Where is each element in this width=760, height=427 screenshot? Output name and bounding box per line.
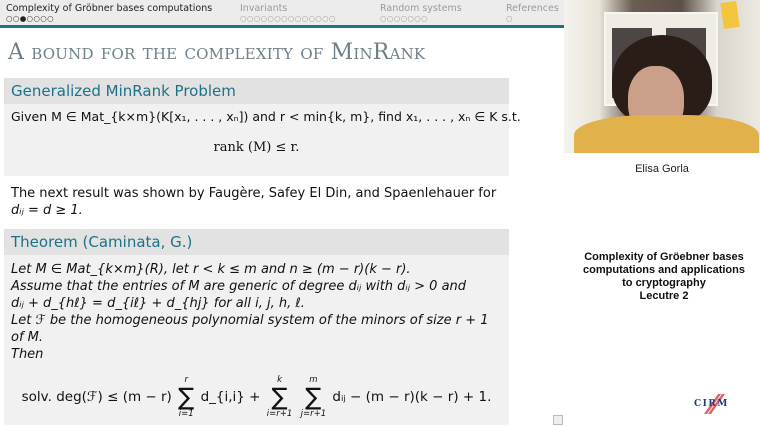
nav-section-dots[interactable]: ○	[506, 14, 513, 23]
theorem-line: Assume that the entries of M are generic of degree dᵢⱼ with dᵢⱼ > 0 and	[11, 279, 467, 294]
nav-section-dots[interactable]: ○○○○○○○	[380, 14, 428, 23]
sum-upper-limit: k	[277, 375, 283, 385]
rank-condition: rank (M) ≤ r.	[213, 140, 300, 155]
formula-term: dᵢⱼ − (m − r)(k − r) + 1.	[332, 389, 492, 405]
slide-title: A bound for the complexity of MinRank	[8, 40, 426, 65]
sum-lower-limit: i=r+1	[266, 409, 293, 419]
nav-section-references[interactable]	[506, 3, 559, 23]
section-navbar	[0, 0, 564, 25]
paragraph-line: The next result was shown by Faugère, Safey El Din, and Spaenlehauer for	[11, 186, 497, 201]
logo-text: CIRM	[694, 399, 729, 409]
presenter-name: Elisa Gorla	[635, 163, 689, 175]
theorem-line: Let ℱ be the homogeneous polynomial system of the minors of size r + 1 of M.	[11, 313, 489, 345]
sum-symbol	[178, 375, 194, 419]
paragraph-line: dᵢⱼ = d ≥ 1.	[11, 203, 83, 218]
formula-lhs: solv. deg(ℱ) ≤ (m − r)	[21, 389, 172, 405]
nav-section-label: References	[506, 3, 559, 14]
talk-title-line: Complexity of Gröebner bases	[584, 251, 744, 263]
sum-upper-limit: m	[309, 375, 318, 385]
theorem-heading: Theorem (Caminata, G.)	[4, 229, 509, 255]
wall-note	[720, 1, 739, 29]
talk-title	[568, 251, 760, 303]
presenter-shirt	[574, 115, 759, 153]
context-paragraph	[11, 185, 496, 219]
sum-symbol	[267, 375, 293, 419]
beamer-navigation-icon[interactable]	[553, 415, 563, 425]
presenter-webcam	[564, 0, 760, 153]
sigma-glyph: ∑	[305, 383, 322, 411]
theorem-body	[4, 255, 509, 423]
theorem-line: dᵢⱼ + d_{hℓ} = d_{iℓ} + d_{hj} for all i, j, h, ℓ.	[11, 296, 305, 311]
nav-section-label: Complexity of Gröbner bases computations	[6, 3, 213, 14]
sigma-glyph: ∑	[178, 383, 195, 411]
talk-title-line: computations and applications	[583, 264, 745, 276]
nav-section-complexity[interactable]	[6, 3, 212, 23]
navbar-divider	[0, 25, 564, 28]
sum-symbol	[301, 375, 327, 419]
solving-degree-formula	[11, 375, 502, 419]
theorem-line: Then	[11, 347, 44, 362]
nav-section-dots[interactable]: ○○○○○○○○○○○○○○	[240, 14, 336, 23]
sigma-glyph: ∑	[271, 383, 288, 411]
problem-statement: Given M ∈ Mat_{k×m}(K[x₁, . . . , xₙ]) and r < min{k, m}, find x₁, . . . , xₙ ∈ K s.t.	[11, 109, 521, 124]
theorem-line: Let M ∈ Mat_{k×m}(R), let r < k ≤ m and n ≥ (m − r)(k − r).	[11, 262, 411, 277]
formula-term: d_{i,i} +	[200, 389, 261, 405]
definition-block	[4, 78, 521, 176]
block-body	[4, 104, 521, 160]
nav-section-random-systems[interactable]	[380, 3, 462, 23]
block-heading: Generalized MinRank Problem	[4, 78, 509, 104]
sum-lower-limit: i=1	[178, 409, 194, 419]
nav-section-dots[interactable]: ○○●○○○○	[6, 14, 54, 23]
nav-section-label: Random systems	[380, 3, 462, 14]
nav-section-invariants[interactable]	[240, 3, 336, 23]
nav-section-label: Invariants	[240, 3, 288, 14]
theorem-block	[4, 229, 509, 425]
sum-upper-limit: r	[184, 375, 188, 385]
talk-title-line: Lecutre 2	[639, 290, 689, 302]
talk-title-line: to cryptography	[622, 277, 706, 289]
sum-lower-limit: j=r+1	[300, 409, 327, 419]
cirm-logo	[694, 394, 734, 414]
